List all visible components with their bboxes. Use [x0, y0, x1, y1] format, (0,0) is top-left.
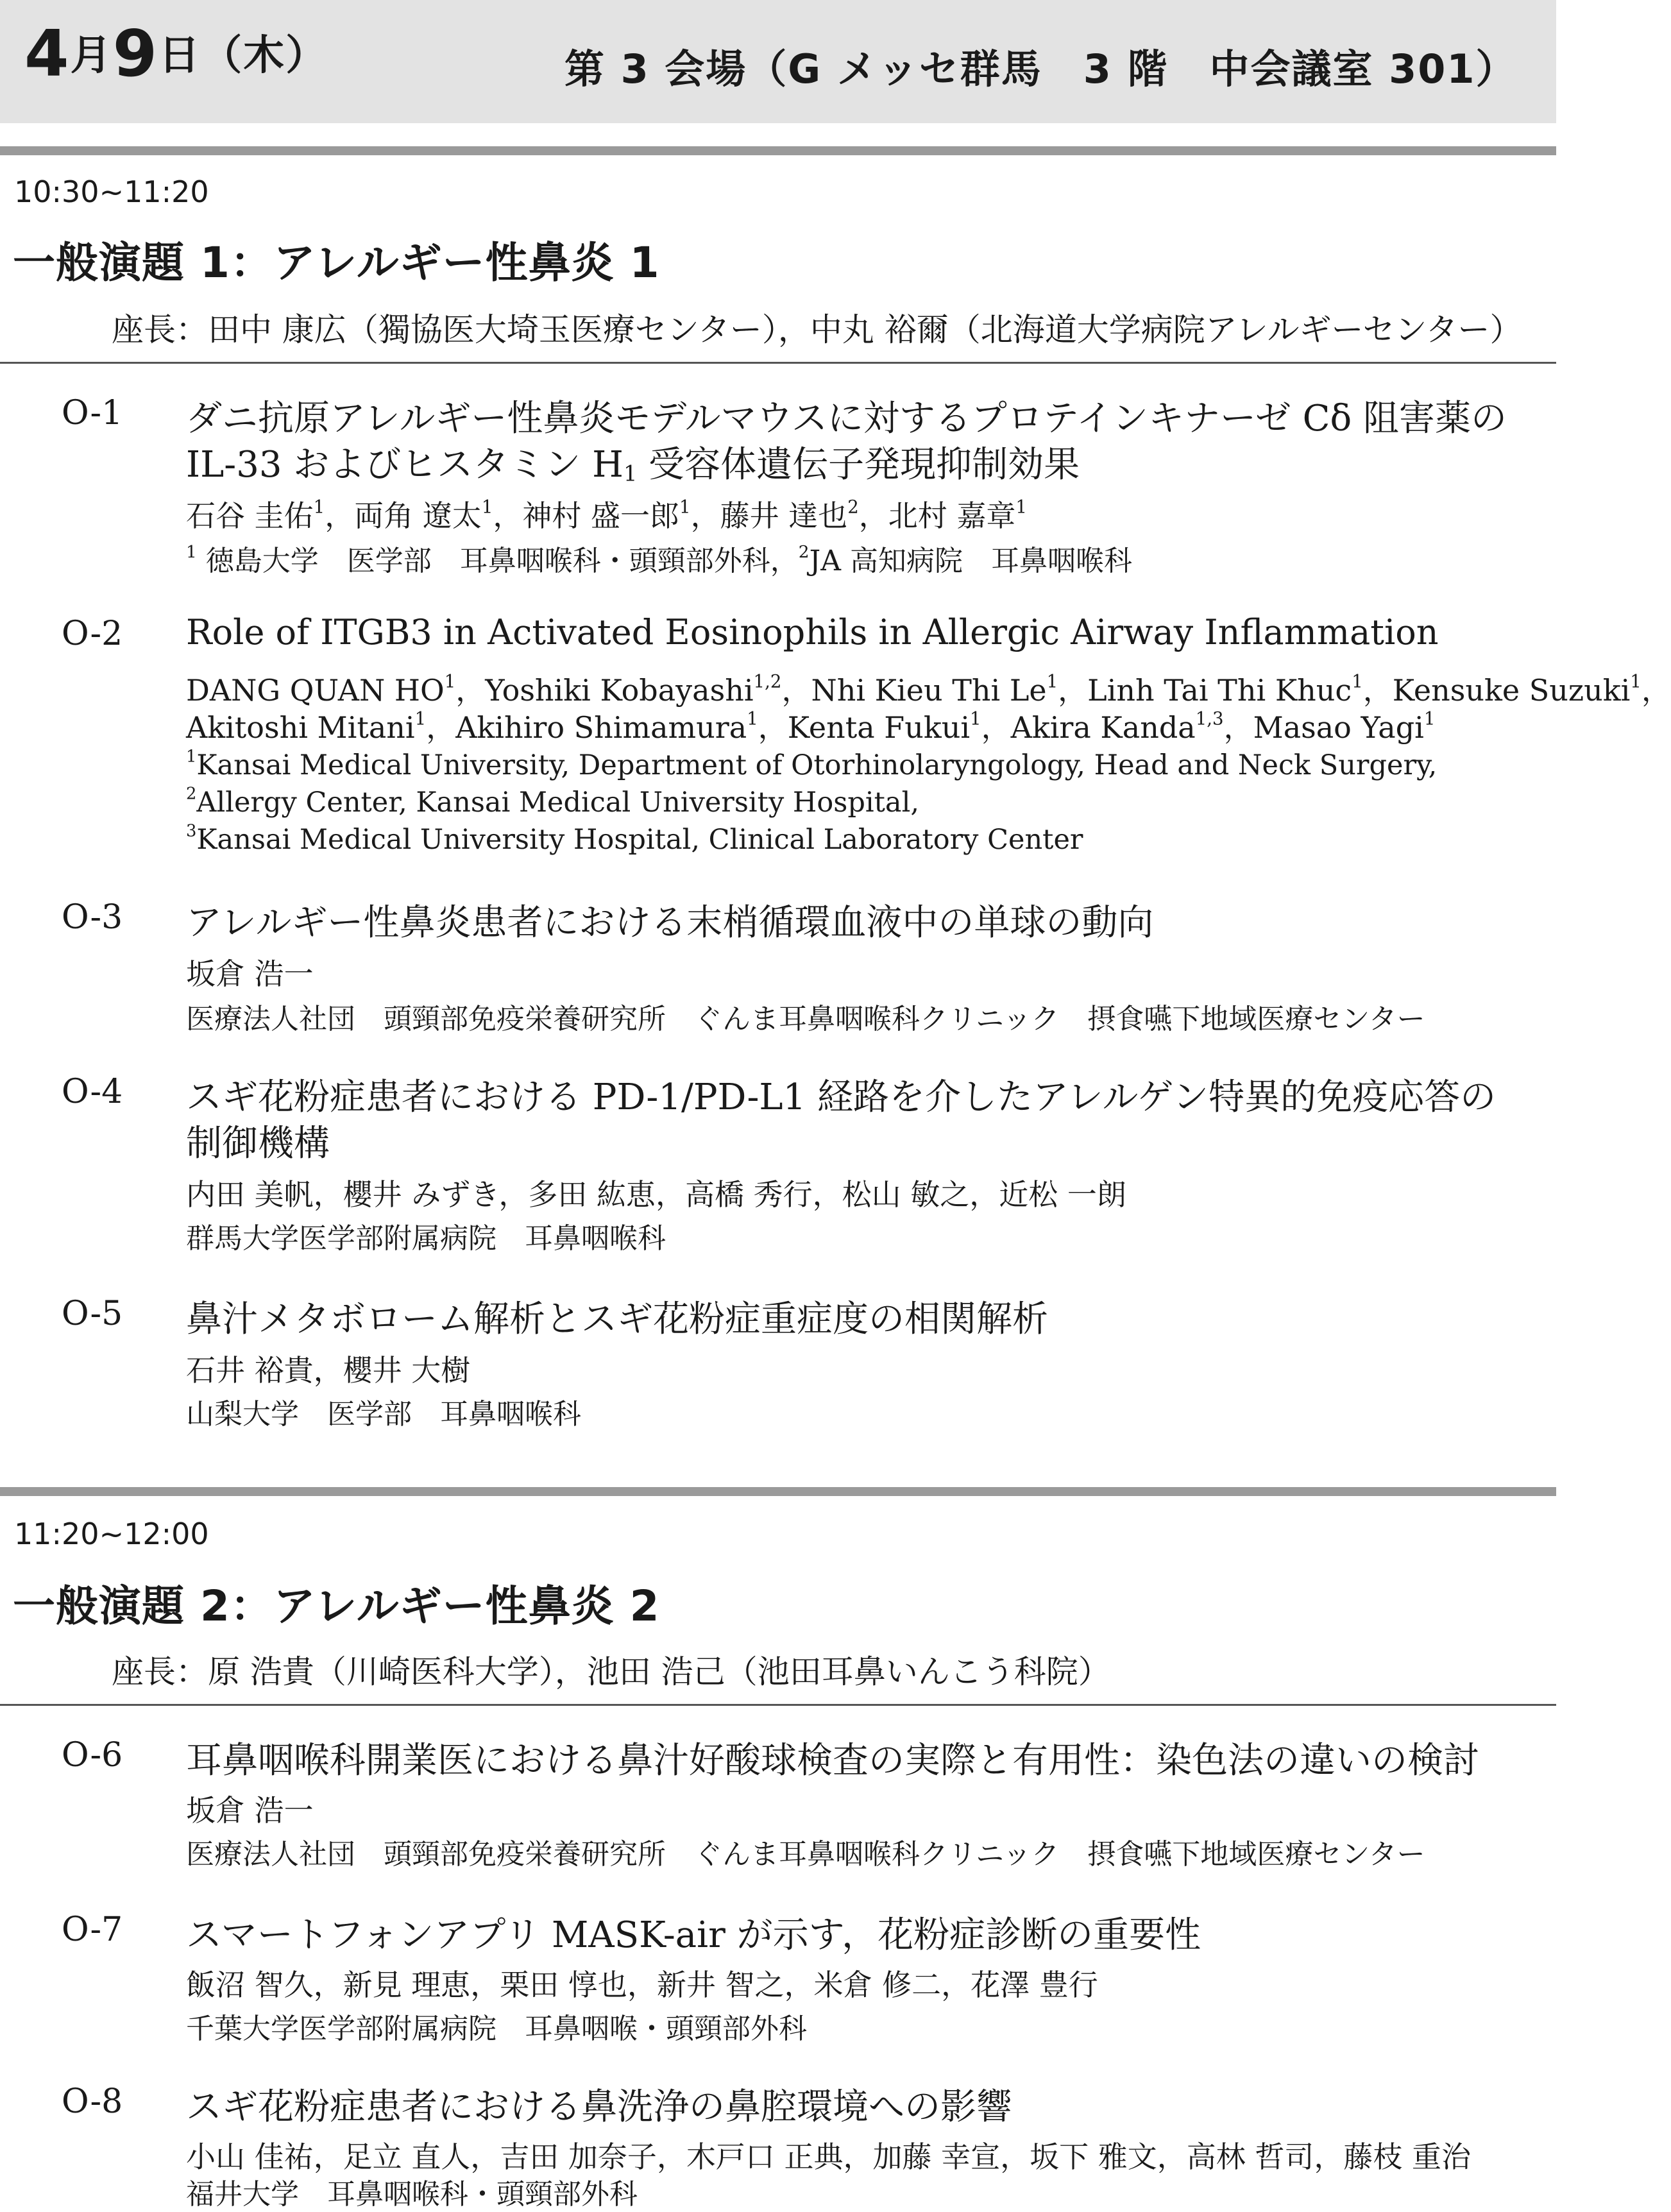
- date-day-unit: 日: [158, 32, 201, 80]
- abstract-title: 鼻汁メタボローム解析とスギ花粉症重症度の相関解析: [186, 1298, 1048, 1340]
- date-day: 9: [112, 16, 159, 91]
- abstract-affiliation: 医療法人社団 頭頸部免疫栄養研究所 ぐんま耳鼻咽喉科クリニック 摂食嚥下地域医療センター: [186, 1003, 1425, 1035]
- session-time: 10:30~11:20: [14, 174, 209, 209]
- abstract-id: O-4: [62, 1073, 123, 1111]
- abstract-authors: 小山 佳祐，足立 直人，吉田 加奈子，木戸口 正典，加藤 幸宣，坂下 雅文，高林 哲司，藤枝 重治: [186, 2140, 1471, 2174]
- session-chairs: 座長：田中 康広（獨協医大埼玉医療センター），中丸 裕爾（北海道大学病院アレルギーセンター）: [112, 311, 1522, 348]
- session-title: 一般演題 2：アレルギー性鼻炎 2: [13, 1581, 660, 1631]
- abstract-id: O-8: [62, 2082, 123, 2121]
- session-divider: [0, 146, 1556, 155]
- abstract-authors: 坂倉 浩一: [186, 957, 314, 991]
- abstract-title: スギ花粉症患者における PD-1/PD-L1 経路を介したアレルゲン特異的免疫応答の: [186, 1076, 1497, 1118]
- abstract-id: O-6: [62, 1736, 123, 1774]
- venue: 第 3 会場（G メッセ群馬 3 階 中会議室 301）: [564, 46, 1517, 92]
- abstract-title: アレルギー性鼻炎患者における末梢循環血液中の単球の動向: [186, 902, 1154, 944]
- abstract-id: O-7: [62, 1910, 123, 1949]
- abstract-authors: 石谷 圭佑$^1$，両角 遼太$^1$，神村 盛一郎$^1$，藤井 達也$^2$，北村 嘉章$^1$: [186, 496, 1027, 533]
- session-header-rule: [0, 362, 1556, 364]
- abstract-affiliation: $^1$ 徳島大学 医学部 耳鼻咽喉科・頭頸部外科，$^2$JA 高知病院 耳鼻咽喉科: [186, 542, 1132, 577]
- abstract-affiliation: 千葉大学医学部附属病院 耳鼻咽喉・頭頸部外科: [186, 2012, 807, 2045]
- abstract-title: Role of ITGB3 in Activated Eosinophils in Allergic Airway Inflammation: [186, 612, 1439, 652]
- abstract-affiliation: $^2$Allergy Center, Kansai Medical University Hospital,: [186, 784, 919, 819]
- abstract-authors: DANG QUAN $HO^1$，Yoshiki Kobayashi$^{1,2}$，Nhi Kieu Thi Le$^1$，Linh Tai Thi Khuc$^1$，Kensuke Suzuki$^1$，: [186, 670, 1671, 708]
- abstract-authors: 飯沼 智久，新見 理恵，栗田 惇也，新井 智之，米倉 修二，花澤 豊行: [186, 1968, 1098, 2002]
- session-header-rule: [0, 1704, 1556, 1706]
- abstract-affiliation: 山梨大学 医学部 耳鼻咽喉科: [186, 1398, 581, 1431]
- abstract-title: スマートフォンアプリ MASK-air が示す，花粉症診断の重要性: [186, 1914, 1201, 1956]
- date-month: 4: [24, 16, 71, 91]
- abstract-affiliation: 医療法人社団 頭頸部免疫栄養研究所 ぐんま耳鼻咽喉科クリニック 摂食嚥下地域医療センター: [186, 1838, 1425, 1871]
- abstract-id: O-5: [62, 1295, 123, 1333]
- abstract-title-line2: 制御機構: [186, 1123, 330, 1164]
- abstract-authors: 石井 裕貴，櫻井 大樹: [186, 1353, 471, 1388]
- abstract-authors-line2: Akitoshi Mitani$^1$，Akihiro Shimamura$^1$，Kenta Fukui$^1$，Akira Kanda$^{1,3}$，Masao Yagi$^1$: [186, 708, 1436, 745]
- session-date: [24, 16, 328, 91]
- abstract-affiliation: $^1$Kansai Medical University, Department of Otorhinolaryngology, Head and Neck Surgery,: [186, 747, 1438, 781]
- session-divider: [0, 1487, 1556, 1496]
- abstract-affiliation: $^3$Kansai Medical University Hospital, Clinical Laboratory Center: [186, 821, 1083, 856]
- date-weekday: （木）: [201, 32, 328, 80]
- abstract-title: スギ花粉症患者における鼻洗浄の鼻腔環境への影響: [186, 2086, 1012, 2128]
- abstract-id: O-2: [62, 615, 123, 653]
- session-title: 一般演題 1：アレルギー性鼻炎 1: [13, 238, 660, 287]
- session-chairs: 座長：原 浩貴（川崎医科大学），池田 浩己（池田耳鼻いんこう科院）: [112, 1653, 1110, 1690]
- abstract-affiliation: 福井大学 耳鼻咽喉科・頭頸部外科: [186, 2178, 638, 2211]
- abstract-title-line2: IL-33 およびヒスタミン $H_1$ 受容体遺伝子発現抑制効果: [186, 444, 1080, 486]
- date-month-unit: 月: [70, 32, 113, 80]
- session-time: 11:20~12:00: [14, 1517, 209, 1551]
- abstract-title: ダニ抗原アレルギー性鼻炎モデルマウスに対するプロテインキナーゼ Cδ 阻害薬の: [186, 398, 1507, 439]
- abstract-authors: 坂倉 浩一: [186, 1793, 314, 1828]
- abstract-id: O-1: [62, 394, 123, 432]
- abstract-authors: 内田 美帆，櫻井 みずき，多田 紘恵，高橋 秀行，松山 敏之，近松 一朗: [186, 1177, 1126, 1212]
- abstract-affiliation: 群馬大学医学部附属病院 耳鼻咽喉科: [186, 1222, 666, 1255]
- abstract-title: 耳鼻咽喉科開業医における鼻汁好酸球検査の実際と有用性：染色法の違いの検討: [186, 1740, 1479, 1782]
- page-header: [0, 0, 1556, 123]
- abstract-id: O-3: [62, 898, 123, 937]
